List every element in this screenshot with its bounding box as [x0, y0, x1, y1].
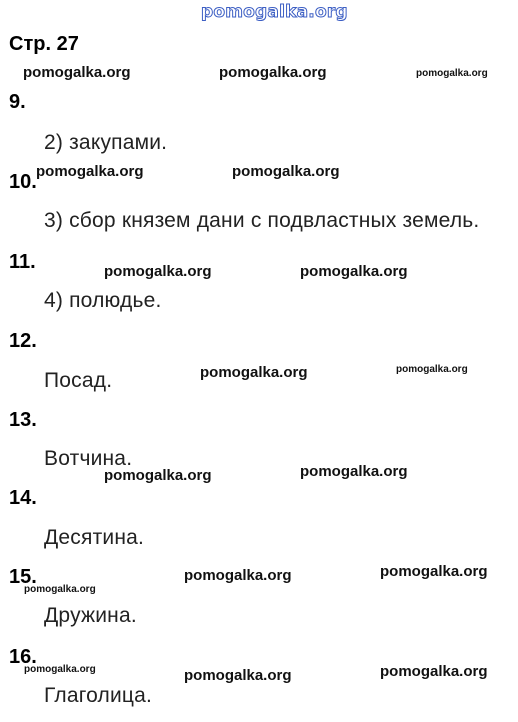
header-watermark: pomogalka.org	[201, 2, 348, 22]
question-number: 16.	[9, 646, 37, 668]
answer-text: Посад.	[44, 369, 113, 392]
question-number: 12.	[9, 330, 37, 352]
watermark: pomogalka.org	[23, 64, 131, 81]
answer-text: Дружина.	[44, 604, 137, 627]
question-number: 11.	[9, 251, 36, 273]
question-number: 14.	[9, 487, 37, 509]
watermark: pomogalka.org	[416, 68, 488, 79]
question-number: 13.	[9, 409, 37, 431]
answer-text: Десятина.	[44, 526, 145, 549]
watermark: pomogalka.org	[36, 163, 144, 180]
answer-text: 3) сбор князем дани с подвластных земель.	[44, 209, 480, 232]
watermark: pomogalka.org	[300, 463, 408, 480]
watermark: pomogalka.org	[200, 364, 308, 381]
watermark: pomogalka.org	[24, 664, 96, 675]
watermark: pomogalka.org	[104, 263, 212, 280]
watermark: pomogalka.org	[396, 364, 468, 375]
question-number: 10.	[9, 171, 37, 193]
watermark: pomogalka.org	[380, 663, 488, 680]
watermark: pomogalka.org	[24, 584, 96, 595]
watermark: pomogalka.org	[104, 467, 212, 484]
question-number: 15.	[9, 566, 37, 588]
watermark: pomogalka.org	[184, 667, 292, 684]
answer-text: 4) полюдье.	[44, 289, 162, 312]
page-title: Стр. 27	[9, 33, 79, 55]
watermark: pomogalka.org	[300, 263, 408, 280]
question-number: 9.	[9, 91, 26, 113]
answer-text: 2) закупами.	[44, 131, 168, 154]
watermark: pomogalka.org	[380, 563, 488, 580]
watermark: pomogalka.org	[184, 567, 292, 584]
watermark: pomogalka.org	[219, 64, 327, 81]
watermark: pomogalka.org	[232, 163, 340, 180]
answer-text: Глаголица.	[44, 684, 153, 707]
answer-text: Вотчина.	[44, 447, 133, 470]
